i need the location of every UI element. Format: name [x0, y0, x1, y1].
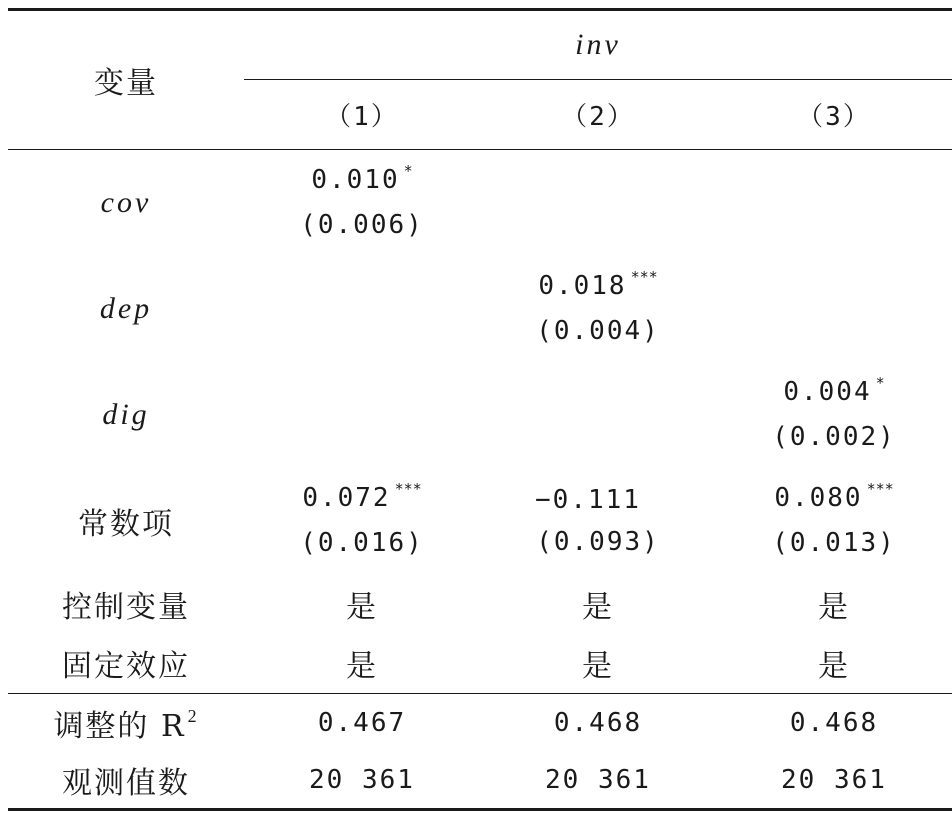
- cell-dep-3: [716, 256, 952, 362]
- coef-dig: 0.004: [783, 377, 872, 407]
- cell-cov-3: [716, 150, 952, 256]
- cell-controls-2: 是: [582, 589, 614, 625]
- cell-adj-r2-2: 0.468: [553, 707, 643, 738]
- stars-dep: ***: [630, 268, 658, 286]
- cell-fixed-effects-3: 是: [818, 649, 850, 685]
- cell-constant-2: [480, 468, 716, 574]
- cell-controls-3: 是: [818, 589, 850, 625]
- coef-constant-3: 0.080: [774, 483, 863, 513]
- cell-controls-1: 是: [346, 589, 378, 625]
- row-constant: [8, 468, 952, 574]
- cell-cov-2: [480, 150, 716, 256]
- coef-constant-2: −0.111: [535, 484, 641, 515]
- row-adj-r2: [8, 694, 952, 752]
- cell-observations-1: 20 361: [309, 764, 415, 795]
- results-table: [8, 8, 952, 811]
- row-label-cov: cov: [100, 185, 152, 219]
- cell-fixed-effects-1: 是: [346, 649, 378, 685]
- column-header-2: （2）: [561, 102, 635, 132]
- cell-dep-2: [480, 256, 716, 362]
- stars-constant-3: ***: [866, 480, 894, 498]
- column-header-1: （1）: [325, 102, 399, 132]
- se-cov: (0.006): [300, 210, 424, 241]
- row-cov: [8, 150, 952, 256]
- row-observations: [8, 752, 952, 810]
- stars-cov: *: [403, 162, 413, 181]
- se-constant-3: (0.013): [772, 528, 896, 558]
- coef-dep: 0.018: [538, 271, 627, 301]
- row-label-dig: dig: [102, 397, 150, 431]
- row-fixed-effects: [8, 634, 952, 694]
- cell-dig-3: [716, 362, 952, 468]
- stars-dig: *: [875, 374, 885, 392]
- row-label-constant: 常数项: [78, 506, 174, 542]
- cell-constant-3: [716, 468, 952, 574]
- row-dig: [8, 362, 952, 468]
- stars-constant-1: ***: [394, 480, 422, 498]
- cell-adj-r2-1: 0.467: [317, 707, 407, 738]
- cell-observations-2: 20 361: [545, 764, 651, 795]
- se-dep: (0.004): [536, 316, 660, 346]
- row-label-fixed-effects: 固定效应: [62, 649, 190, 685]
- row-label-adj-r2: [8, 694, 244, 752]
- dependent-variable-header: inv: [244, 10, 952, 80]
- column-header-3: （3）: [797, 102, 871, 132]
- cell-constant-1: [244, 468, 480, 574]
- coef-constant-1: 0.072: [302, 483, 391, 513]
- cell-fixed-effects-2: 是: [582, 649, 614, 685]
- se-constant-1: (0.016): [300, 528, 424, 558]
- row-label-observations: 观测值数: [62, 765, 190, 801]
- row-dep: [8, 256, 952, 362]
- cell-observations-3: 20 361: [781, 764, 887, 795]
- cell-adj-r2-3: 0.468: [789, 707, 879, 738]
- se-constant-2: (0.093): [536, 526, 660, 557]
- adj-r2-label-text: 调整的 R: [53, 708, 186, 744]
- cell-dig-2: [480, 362, 716, 468]
- cell-cov-1: [244, 150, 480, 256]
- row-label-dep: dep: [99, 291, 153, 325]
- coef-cov: 0.010: [311, 165, 400, 196]
- header-row-dependent: [8, 10, 952, 80]
- row-label-controls: 控制变量: [62, 589, 190, 625]
- regression-table: [8, 8, 952, 802]
- variable-header: 变量: [94, 66, 158, 101]
- se-dig: (0.002): [772, 422, 896, 452]
- cell-dep-1: [244, 256, 480, 362]
- adj-r2-superscript: 2: [187, 705, 199, 726]
- cell-dig-1: [244, 362, 480, 468]
- row-controls: [8, 574, 952, 634]
